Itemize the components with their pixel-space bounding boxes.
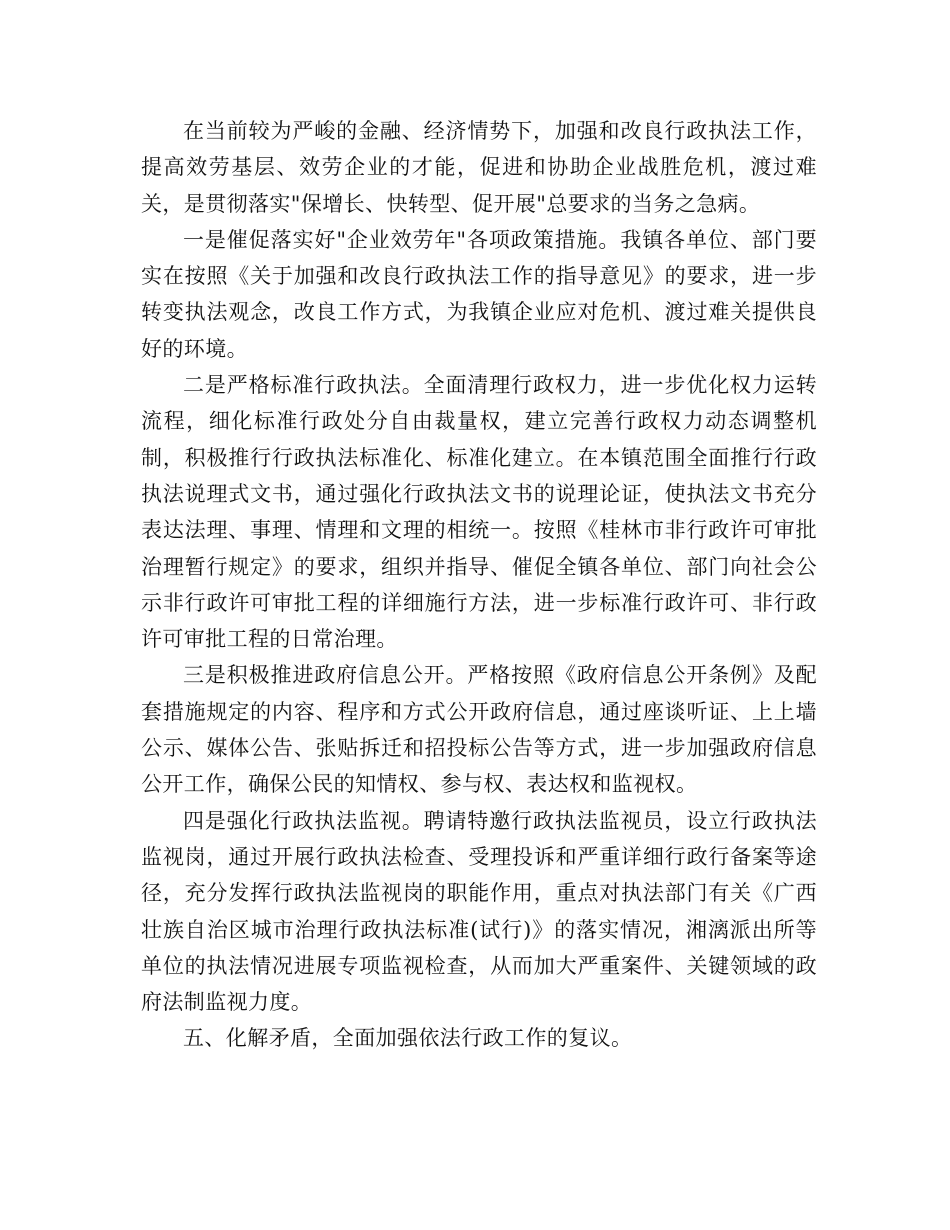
paragraph-item-4: 四是强化行政执法监视。聘请特邀行政执法监视员，设立行政执法监视岗，通过开展行政执法检查、受理投诉和严重详细行政行备案等途径，充分发挥行政执法监视岗的职能作用，重点对执法部门有关《广西壮族自治区城市治理行政执法标准(试行)》的落实情况，湘漓派出所等单位的执法情况进展专项监视检查，从而加大严重案件、关键领域的政府法制监视力度。 (141, 808, 817, 1015)
paragraph-item-3: 三是积极推进政府信息公开。严格按照《政府信息公开条例》及配套措施规定的内容、程序和方式公开政府信息，通过座谈听证、上上墙公示、媒体公告、张贴拆迁和招投标公告等方式，进一步加强政府信息公开工作，确保公民的知情权、参与权、表达权和监视权。 (141, 663, 817, 797)
paragraph-item-2: 二是严格标准行政执法。全面清理行政权力，进一步优化权力运转流程，细化标准行政处分自由裁量权，建立完善行政权力动态调整机制，积极推行行政执法标准化、标准化建立。在本镇范围全面推行行政执法说理式文书，通过强化行政执法文书的说理论证，使执法文书充分表达法理、事理、情理和文理的相统一。按照《桂林市非行政许可审批治理暂行规定》的要求，组织并指导、催促全镇各单位、部门向社会公示非行政许可审批工程的详细施行方法，进一步标准行政许可、非行政许可审批工程的日常治理。 (141, 373, 817, 652)
document-body (141, 113, 817, 1057)
paragraph-intro: 在当前较为严峻的金融、经济情势下，加强和改良行政执法工作，提高效劳基层、效劳企业的才能，促进和协助企业战胜危机，渡过难关，是贯彻落实"保增长、快转型、促开展"总要求的当务之急病。 (141, 119, 817, 216)
paragraph-item-1: 一是催促落实好"企业效劳年"各项政策措施。我镇各单位、部门要实在按照《关于加强和改良行政执法工作的指导意见》的要求，进一步转变执法观念，改良工作方式，为我镇企业应对危机、渡过难关提供良好的环境。 (141, 227, 817, 361)
paragraph-item-5: 五、化解矛盾，全面加强依法行政工作的复议。 (183, 1026, 633, 1051)
